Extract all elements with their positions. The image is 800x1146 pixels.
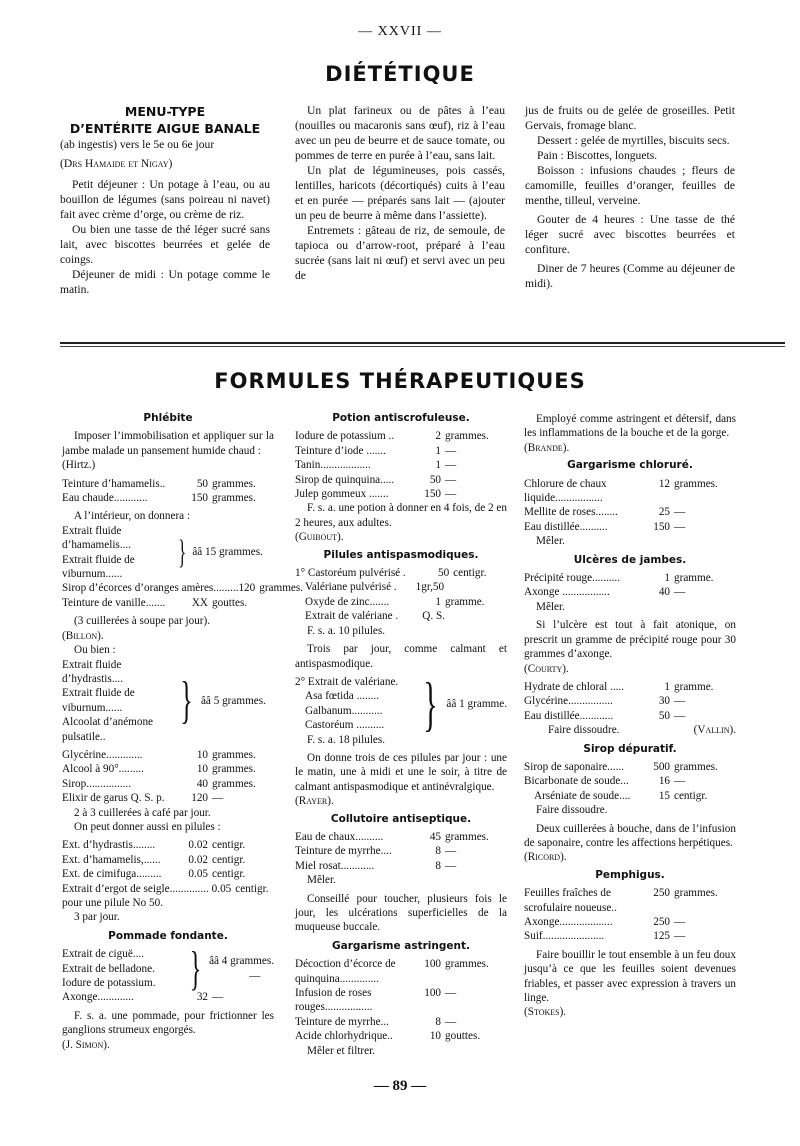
section-heading: Collutoire antiseptique. <box>330 812 472 825</box>
paragraph: Petit déjeuner : Un potage à l’eau, ou au bouillon de légumes (sans poireau ni navet) fait avec crème d’orge, ou crème de riz. <box>60 178 270 221</box>
paragraph: Mêler. <box>536 535 565 548</box>
formules-column-2 <box>295 408 507 1058</box>
paragraph: F. s. a. 10 pilules. <box>307 624 386 637</box>
dietetique-column-2 <box>295 103 505 283</box>
author: (J. Simon). <box>62 1038 110 1051</box>
formula-row: Eau chaude............ 150 grammes. <box>62 492 256 505</box>
paragraph: Employé comme astringent et détersif, dans les inflammations de la bouche et de la gorge. <box>524 413 736 440</box>
page-number: — 89 — <box>373 1078 427 1094</box>
paragraph: Diner de 7 heures (Comme au déjeuner de midi). <box>525 262 735 290</box>
formula-row: Teinture d’hamamelis.. 50 grammes. <box>62 477 256 490</box>
paragraph: Conseillé pour toucher, plusieurs fois le jour, les ulcérations superficielles de la muqueuse buccale. <box>295 892 507 934</box>
paragraph: Entremets : gâteau de riz, de semoule, de tapioca ou d’arrow-root, préparé à l’eau sucrée (sans lait ni œuf) et servi avec un peu de <box>295 224 505 282</box>
formula-row: Sirop de saponaire...... 500 grammes. <box>524 760 718 773</box>
author: (Ricord). <box>524 851 567 864</box>
roman-page-number: — XXVII — <box>358 24 442 39</box>
paragraph: On peut donner aussi en pilules : <box>74 820 221 833</box>
formula-row: Eau distillée............ 50 — <box>524 709 686 722</box>
formula-row: Sirop de quinquina..... 50 — <box>295 473 457 486</box>
author: (Brande). <box>524 441 570 454</box>
formula-row: Valériane pulvérisé . 1gr,50 <box>305 581 445 594</box>
section-heading: Sirop dépuratif. <box>583 742 677 755</box>
menu-authors: (Drs Hamaide et Nigay) <box>60 157 173 170</box>
formules-column-3 <box>524 412 736 1020</box>
author: (Billon). <box>62 629 104 642</box>
formula-row: Hydrate de chloral ..... 1 gramme. <box>524 680 714 693</box>
paragraph: Mêler et filtrer. <box>307 1044 376 1057</box>
dietetique-title: DIÉTÉTIQUE <box>325 62 475 86</box>
paragraph: jus de fruits ou de gelée de groseilles. Petit Gervais, fromage blanc. <box>525 104 735 132</box>
formula-row: Teinture d’iode ....... 1 — <box>295 444 457 457</box>
formula-row: Extrait d’ergot de seigle.............. 0.05 centigr. <box>62 882 269 895</box>
paragraph: Si l’ulcère est tout à fait atonique, on prescrit un gramme de précipité rouge pour 30 grammes d’axonge. <box>524 619 736 661</box>
menu-title: MENU-TYPE <box>124 104 206 119</box>
author: (Guibout). <box>295 531 344 544</box>
author: (Courty). <box>524 662 569 675</box>
paragraph: Un plat farineux ou de pâtes à l’eau (nouilles ou macaronis sans œuf), riz à l’eau avec un peu de beurre et de sauce tomate, ou pommes de terre en purée à l’eau, sans lait. <box>295 104 505 162</box>
section-divider <box>60 346 785 347</box>
paragraph: Faire bouillir le tout ensemble à un feu doux jusqu’à ce que les feuilles soient devenues friables, et passer avec expression à travers un linge. <box>524 948 736 1005</box>
formula-row: Axonge............. 32 — <box>62 991 224 1004</box>
formula-row: Miel rosat............ 8 — <box>295 859 457 872</box>
formula-row: Eau de chaux.......... 45 grammes. <box>295 830 489 843</box>
dosage: 3 par jour. <box>74 911 120 924</box>
section-heading: Gargarisme astringent. <box>332 939 470 952</box>
formula-row: Sirop................ 40 grammes. <box>62 777 256 790</box>
formula-row: Glycérine................ 30 — <box>524 695 686 708</box>
paragraph: Faire dissoudre. <box>536 804 608 817</box>
dietetique-column-1 <box>60 103 270 297</box>
ingredient-group: Extrait fluide d’hamamelis.... Extrait fluide de viburnum...... } ââ 15 grammes. <box>62 524 263 581</box>
ingredient-group: Extrait de ciguë.... Extrait de belladone. Iodure de potassium. } ââ 4 grammes. — <box>62 941 274 995</box>
paragraph: On donne trois de ces pilules par jour : une le matin, une à midi et une le soir, à titre de calmant antispasmodique et antinévralgique. <box>295 751 507 793</box>
formula-row: Eau distillée.......... 150 — <box>524 520 686 533</box>
dosage: 2 à 3 cuillerées à café par jour. <box>74 806 211 819</box>
paragraph: Boisson : infusions chaudes ; fleurs de camomille, feuilles d’oranger, feuilles de menthe, tilleul, verveine. <box>525 164 735 207</box>
formula-row: Teinture de vanille....... XX gouttes. <box>62 596 248 609</box>
formula-row: Bicarbonate de soude... 16 — <box>524 775 686 788</box>
paragraph: Mêler. <box>536 600 565 613</box>
paragraph: Deux cuillerées à bouche, dans de l’infusion de saponaire, contre les affections herpétiques. <box>524 822 736 849</box>
ingredient-group: Extrait fluide d’hydrastis.... Extrait fluide de viburnum...... Alcoolat d’anémone pulsatile.. } ââ 5 grammes. <box>62 658 266 743</box>
paragraph: Pain : Biscottes, longuets. <box>537 149 658 162</box>
formula-row: Axonge ................. 40 — <box>524 586 686 599</box>
paragraph: Imposer l’immobilisation et appliquer sur la jambe malade un pansement humide chaud : <box>62 430 274 457</box>
formula-row: Julep gommeux ....... 150 — <box>295 488 457 501</box>
formules-column-1 <box>62 408 304 1052</box>
paragraph: Ou bien : <box>74 644 116 657</box>
section-heading: Phlébite <box>143 412 193 424</box>
section-heading: Gargarisme chloruré. <box>567 459 693 472</box>
section-heading: Ulcères de jambes. <box>573 553 687 566</box>
formula-row: Glycérine............. 10 grammes. <box>62 748 256 761</box>
formula-row: Ext. de cimifuga......... 0.05 centigr. <box>62 868 246 881</box>
paragraph: F. s. a. une pommade, pour frictionner les ganglions strumeux engorgés. <box>62 1009 274 1037</box>
paragraph: F. s. a. 18 pilules. <box>307 733 386 746</box>
paragraph: Un plat de légumineuses, pois cassés, lentilles, haricots (décortiqués) cuits à l’eau et en purée — préparés sans lait — (ajouter un peu de beurre à même dans l’assiette). <box>295 164 505 222</box>
dosage: (3 cuillerées à soupe par jour). <box>74 615 211 628</box>
formula-row: 1° Castoréum pulvérisé . 50 centigr. <box>295 567 487 580</box>
section-heading: Pilules antispasmodiques. <box>323 548 479 561</box>
formula-row: Chlorure de chaux liquide................. 12 grammes. <box>524 477 718 505</box>
formula-row: Feuilles fraîches de scrofulaire noueuse.. 250 grammes. <box>524 887 718 914</box>
menu-timing: (ab ingestis) vers le 5e ou 6e jour <box>60 138 215 151</box>
formula-row: Teinture de myrrhe.... 8 — <box>295 845 457 858</box>
formula-row: Sirop d’écorces d’oranges amères......... 120 grammes. <box>62 582 304 595</box>
formula-row: Infusion de roses rouges................. 100 — <box>295 987 457 1014</box>
formules-title: FORMULES THÉRAPEUTIQUES <box>214 369 586 393</box>
formula-row: Arséniate de soude.... 15 centigr. <box>534 789 708 802</box>
section-heading: Potion antiscrofuleuse. <box>332 412 470 424</box>
paragraph: A l’intérieur, on donnera : <box>74 510 191 523</box>
formula-row: Ext. d’hydrastis........ 0.02 centigr. <box>62 839 246 852</box>
formula-row: Elixir de garus Q. S. p. 120 — <box>62 792 224 805</box>
formula-row: Acide chlorhydrique.. 10 gouttes. <box>295 1030 481 1043</box>
formula-row: Alcool à 90°......... 10 grammes. <box>62 763 256 776</box>
paragraph: Trois par jour, comme calmant et antispasmodique. <box>295 643 507 670</box>
paragraph: Déjeuner de midi : Un potage comme le matin. <box>60 268 270 296</box>
formula-row: Iodure de potassium .. 2 grammes. <box>295 430 489 443</box>
section-heading: Pommade fondante. <box>108 929 228 942</box>
dietetique-column-3 <box>525 103 735 291</box>
formula-row: Extrait de valériane . Q. S. <box>305 610 445 623</box>
paragraph: Mêler. <box>307 874 336 887</box>
ingredient-group: 2° Extrait de valériane. Asa fœtida ........ Galbanum........... Castoréum .......... } ââ 1 gramme. <box>295 670 507 737</box>
menu-subtitle: D’ENTÉRITE AIGUE BANALE <box>69 121 261 136</box>
section-divider <box>60 342 785 344</box>
paragraph: F. s. a. une potion à donner en 4 fois, de 2 en 2 heures, aux adultes. <box>295 502 507 529</box>
paragraph: Dessert : gelée de myrtilles, biscuits secs. <box>537 134 730 147</box>
formula-row: Suif...................... 125 — <box>524 930 686 943</box>
formula-row: Axonge................... 250 — <box>524 916 686 928</box>
formula-row: Faire dissoudre. (Vallin). <box>548 724 736 737</box>
paragraph: pour une pilule No 50. <box>62 897 163 909</box>
author: (Hirtz.) <box>62 459 96 472</box>
formula-row: Tanin.................. 1 — <box>295 459 457 472</box>
formula-row: Ext. d’hamamelis,...... 0.02 centigr. <box>62 853 246 866</box>
author: (Rayer). <box>295 795 334 808</box>
formula-row: Teinture de myrrhe... 8 — <box>295 1015 457 1028</box>
section-heading: Pemphigus. <box>595 868 665 881</box>
formula-row: Précipité rouge.......... 1 gramme. <box>524 572 714 585</box>
formula-row: Décoction d’écorce de quinquina.............. 100 grammes. <box>295 958 489 985</box>
paragraph: Gouter de 4 heures : Une tasse de thé léger sucré avec biscottes beurrées et confiture. <box>525 213 735 256</box>
formula-row: Oxyde de zinc....... 1 gramme. <box>305 595 485 608</box>
formula-row: Mellite de roses........ 25 — <box>524 506 686 519</box>
paragraph: Ou bien une tasse de thé léger sucré sans lait, avec biscottes beurrées et gelée de coings. <box>60 223 270 266</box>
author: (Stokes). <box>524 1006 567 1019</box>
